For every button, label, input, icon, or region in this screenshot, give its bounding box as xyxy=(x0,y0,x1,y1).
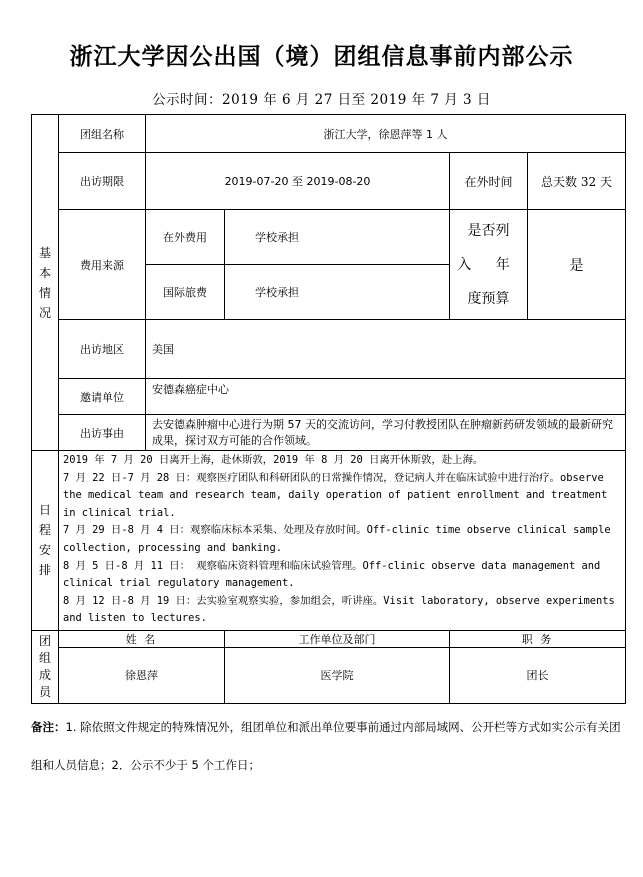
period-label: 出访期限 xyxy=(59,153,146,210)
members-section-label: 团 组 成 员 xyxy=(32,630,59,703)
group-name-label: 团组名称 xyxy=(59,115,146,153)
members-header-position: 职 务 xyxy=(450,630,626,647)
schedule-line: 2019 年 7 月 20 日离开上海，赴休斯敦，2019 年 8 月 20 日离开休斯敦，赴上海。 xyxy=(63,454,484,466)
inviter-value: 安德森癌症中心 xyxy=(146,379,626,415)
member-unit: 医学院 xyxy=(225,647,450,703)
schedule-section-label: 日 程 安 排 xyxy=(32,451,59,631)
inviter-label: 邀请单位 xyxy=(59,379,146,415)
funding-type-abroad: 在外费用 xyxy=(146,210,225,265)
announcement-period: 公示时间：2019 年 6 月 27 日至 2019 年 7 月 3 日 xyxy=(152,92,491,108)
funding-label: 费用来源 xyxy=(59,210,146,320)
funding-value-abroad: 学校承担 xyxy=(225,210,450,265)
budget-value: 是 xyxy=(528,210,626,320)
members-header-name: 姓 名 xyxy=(59,630,225,647)
purpose-label: 出访事由 xyxy=(59,415,146,451)
schedule-content xyxy=(59,451,626,631)
schedule-line: 7 月 29 日-8 月 4 日：观察临床标本采集、处理及存放时间。Off-clinic time observe clinical sample collection, processing and banking. xyxy=(63,524,611,554)
purpose-value: 去安德森肿瘤中心进行为期 57 天的交流访问，学习付教授团队在肿瘤新药研发领域的最新研究成果，探讨双方可能的合作领域。 xyxy=(146,415,626,451)
budget-label: 是否列 入 年 度预算 xyxy=(450,210,528,320)
members-header-unit: 工作单位及部门 xyxy=(225,630,450,647)
document-title: 浙江大学因公出国（境）团组信息事前内部公示 xyxy=(69,44,574,70)
basic-info-section-label: 基 本 情 况 xyxy=(32,115,59,451)
group-name-value: 浙江大学，徐恩萍等 1 人 xyxy=(146,115,626,153)
schedule-line: 7 月 22 日-7 月 28 日：观察医疗团队和科研团队的日常操作情况，登记病人并在临床试验中进行治疗。observe the medical team and research team, daily operation of patient enrollment and treatment in clinical trial. xyxy=(63,471,608,519)
info-table xyxy=(31,114,626,704)
period-value: 2019-07-20 至 2019-08-20 xyxy=(146,153,450,210)
region-label: 出访地区 xyxy=(59,320,146,379)
funding-type-travel: 国际旅费 xyxy=(146,265,225,320)
region-value: 美国 xyxy=(146,320,626,379)
abroad-time-label: 在外时间 xyxy=(450,153,528,210)
member-name: 徐恩萍 xyxy=(59,647,225,703)
member-position: 团长 xyxy=(450,647,626,703)
remarks-text: 1. 除依照文件规定的特殊情况外，组团单位和派出单位要事前通过内部局域网、公开栏等方式如实公示有关团组和人员信息；2．公示不少于 5 个工作日； xyxy=(31,720,621,772)
remarks xyxy=(31,708,631,784)
remarks-prefix: 备注： xyxy=(31,720,66,734)
abroad-time-value: 总天数 32 天 xyxy=(528,153,626,210)
schedule-line: 8 月 5 日-8 月 11 日： 观察临床资料管理和临床试验管理。Off-clinic observe data management and clinical trial regulatory management. xyxy=(63,559,601,590)
schedule-line: 8 月 12 日-8 月 19 日：去实验室观察实验，参加组会，听讲座。Visit laboratory, observe experiments and listen to lectures. xyxy=(63,594,615,625)
funding-value-travel: 学校承担 xyxy=(225,265,450,320)
